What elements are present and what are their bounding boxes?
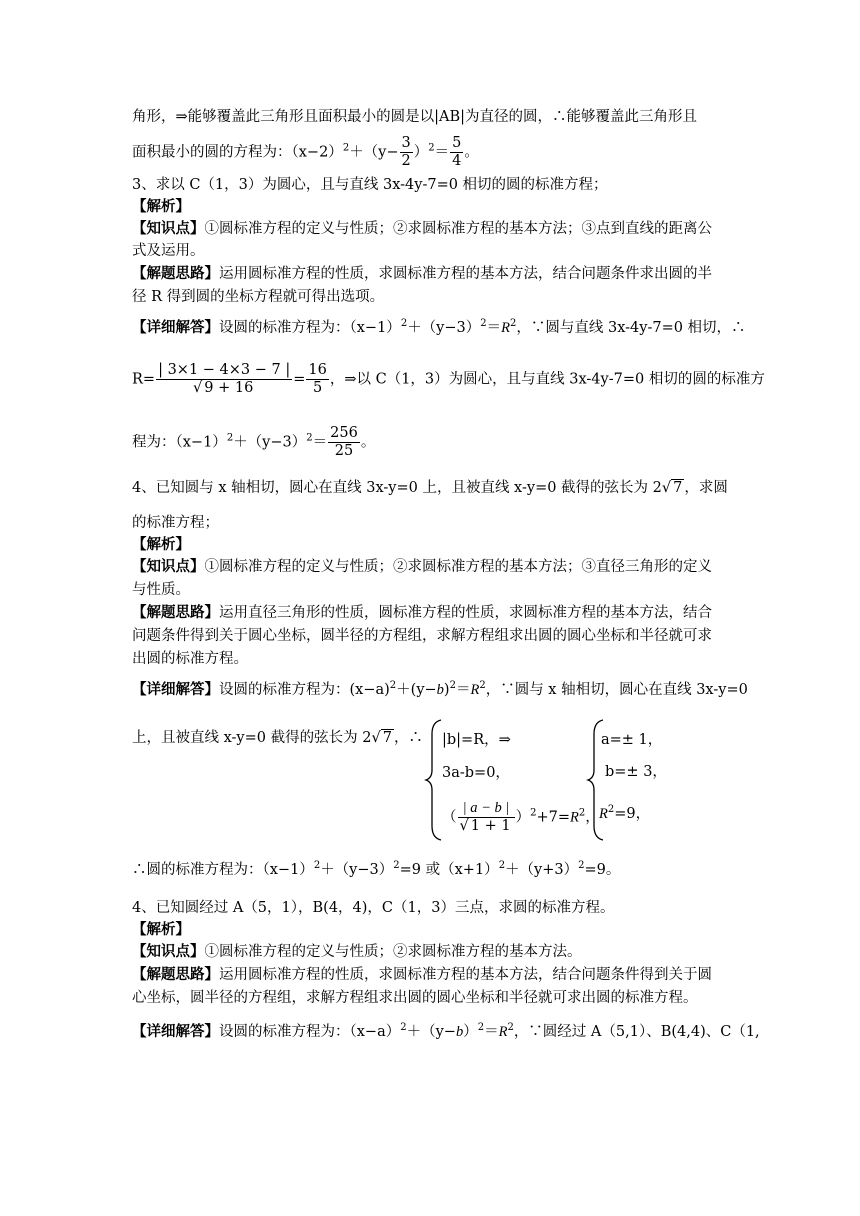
- fraction: $\frac{256}{25}$: [330, 425, 358, 459]
- text-line: 径 R 得到圆的坐标方程就可得出选项。: [132, 289, 385, 305]
- system-eq-2: 3a-b=0，: [442, 765, 510, 781]
- equation-line: 上，且被直线 x-y=0 截得的弦长为 2√ 7 ，∴: [132, 730, 423, 746]
- system-result-2: b=± 3，: [605, 764, 667, 780]
- analysis-heading: 【解析】: [132, 537, 190, 553]
- left-brace: [424, 718, 444, 842]
- text-line: 与性质。: [132, 582, 190, 598]
- text-line: 角形，⇒能够覆盖此三角形且面积最小的圆是以|AB|为直径的圆，∴能够覆盖此三角形且: [132, 109, 698, 125]
- knowledge-point: 【知识点】①圆标准方程的定义与性质；②求圆标准方程的基本方法。: [132, 944, 582, 960]
- solution-idea: 【解题思路】运用圆标准方程的性质，求圆标准方程的基本方法，结合问题条件求出圆的半: [132, 266, 712, 282]
- analysis-heading: 【解析】: [132, 922, 190, 938]
- analysis-heading: 【解析】: [132, 199, 190, 215]
- equation-line: R= $\frac{| 3\times 1 - 4\times 3 - 7 |}{√ 9 + 16}$ = $\frac{16}{5}$ ，⇒以 C（1，3）为圆心，且与直线 3x-4y-7=0 相切的圆的标准方: [132, 362, 765, 396]
- text-line: 出圆的标准方程。: [132, 651, 248, 667]
- question-3: 3、求以 C（1，3）为圆心，且与直线 3x-4y-7=0 相切的圆的标准方程；: [132, 177, 608, 193]
- solution-idea: 【解题思路】运用圆标准方程的性质，求圆标准方程的基本方法，结合问题条件得到关于圆: [132, 967, 712, 983]
- detailed-answer: 【详细解答】设圆的标准方程为：$(x-1)^2+(y-3)^2=R^2$，∵圆与直线 3x-4y-7=0 相切，∴: [132, 318, 746, 336]
- text-line: 的标准方程；: [132, 515, 219, 531]
- fraction: $\frac{16}{5}$: [308, 362, 327, 396]
- fraction: $\frac{3}{2}$: [401, 135, 411, 169]
- detailed-answer: 【详细解答】设圆的标准方程为：$(x-a)^2+(y-b)^2=R^2$，∵圆与 x 轴相切，圆心在直线 3x-y=0: [132, 680, 748, 698]
- fraction: $\frac{| 3\times 1 - 4\times 3 - 7 |}{√ 9 + 16}$: [158, 362, 291, 396]
- system-result-1: a=± 1，: [601, 732, 663, 748]
- fraction: $\frac{5}{4}$: [452, 135, 462, 169]
- system-eq-1: |b|=R，⇒: [442, 732, 511, 748]
- equation-line: 面积最小的圆的方程为：$(x-2)^2+(y-$ $\frac{3}{2}$ ）$^2$＝ $\frac{5}{4}$ 。: [132, 135, 479, 169]
- knowledge-point: 【知识点】①圆标准方程的定义与性质；②求圆标准方程的基本方法；③点到直线的距离公: [132, 221, 712, 237]
- final-answer: ∴圆的标准方程为：$(x-1)^2+(y-3)^2=9$ 或$(x+1)^2+(y+3)^2=9$。: [132, 860, 621, 878]
- text-line: 式及运用。: [132, 243, 205, 259]
- text-line: 问题条件得到关于圆心坐标，圆半径的方程组，求解方程组求出圆的圆心坐标和半径就可求: [132, 628, 712, 644]
- equation-line: 程为：$(x-1)^2+(y-3)^2=$ $\frac{256}{25}$ 。: [132, 425, 376, 459]
- question-4: 4、已知圆与 x 轴相切，圆心在直线 3x-y=0 上，且被直线 x-y=0 截得的弦长为 2√ 7 ，求圆: [132, 480, 728, 496]
- knowledge-point: 【知识点】①圆标准方程的定义与性质；②求圆标准方程的基本方法；③直径三角形的定义: [132, 559, 712, 575]
- question-4b: 4、已知圆经过 A（5，1），B(4，4)，C（1，3）三点，求圆的标准方程。: [132, 900, 615, 916]
- system-eq-3: （ $\frac{| a - b |}{√ 1 + 1}$ ）$^2+7=R^2$，: [442, 800, 600, 834]
- fraction: $\frac{| a - b |}{√ 1 + 1}$: [458, 800, 515, 835]
- detailed-answer: 【详细解答】设圆的标准方程为：$(x-a)^2+(y-b)^2=R^2$，∵圆经过 A（5,1）、B(4,4)、C（1,: [132, 1022, 760, 1040]
- text-line: 心坐标，圆半径的方程组，求解方程组求出圆的圆心坐标和半径就可求出圆的标准方程。: [132, 990, 698, 1006]
- system-result-3: $R^2=9$，: [599, 804, 651, 822]
- solution-idea: 【解题思路】运用直径三角形的性质，圆标准方程的性质，求圆标准方程的基本方法，结合: [132, 605, 712, 621]
